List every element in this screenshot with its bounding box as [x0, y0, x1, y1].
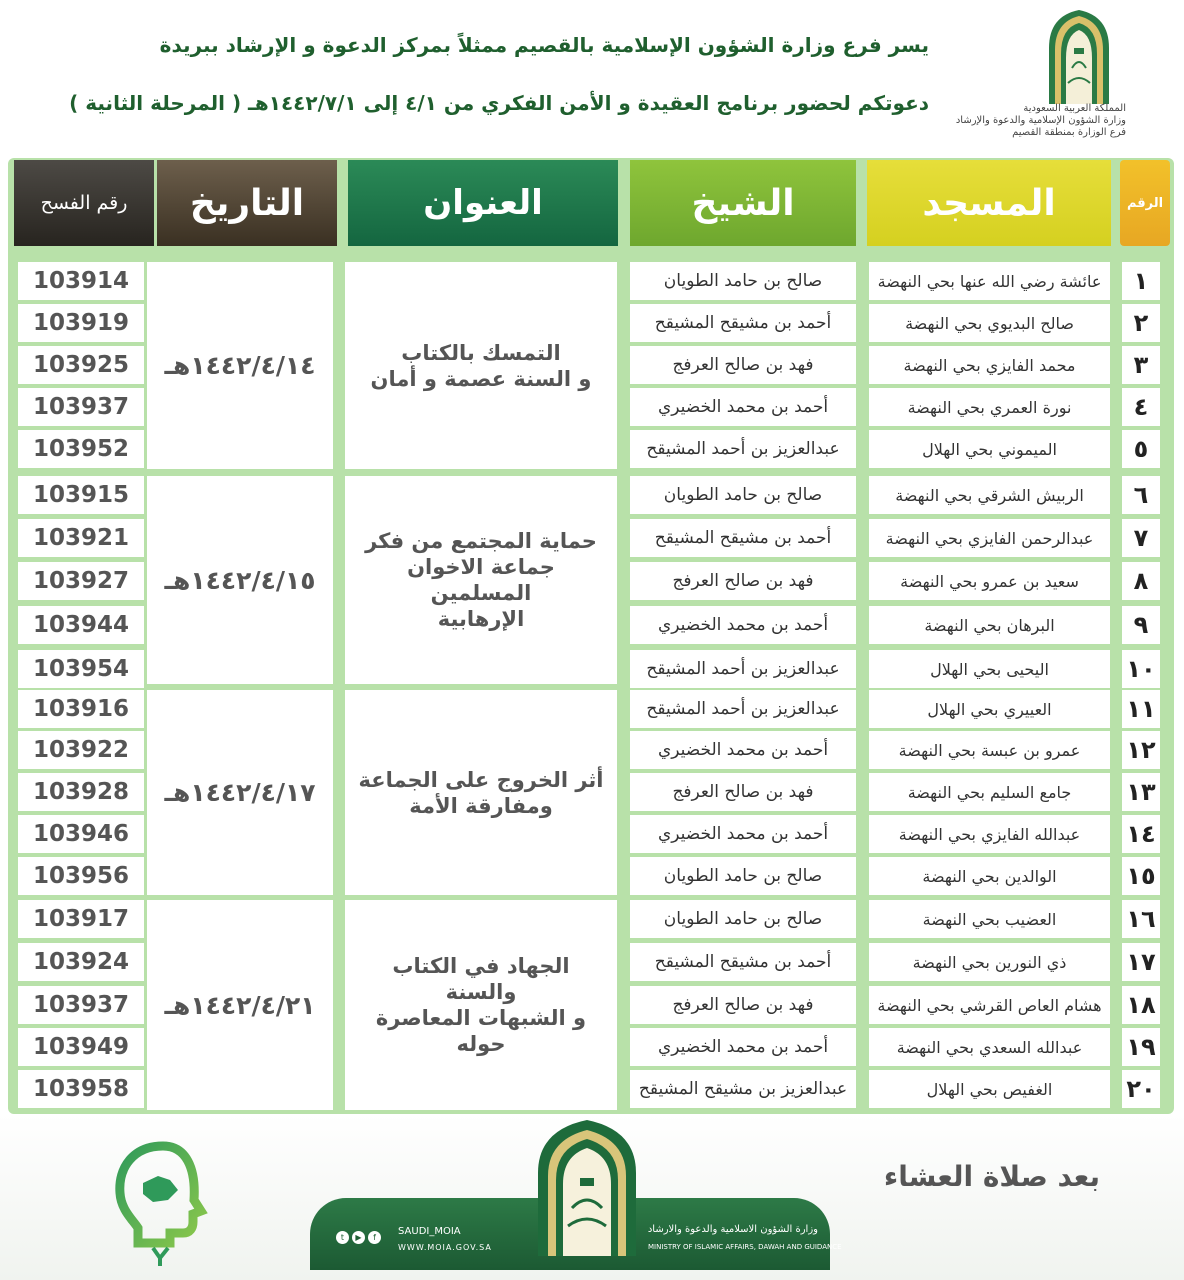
- row-number: ٩: [1122, 606, 1160, 644]
- row-sheikh: أحمد بن مشيقح المشيقح: [630, 519, 856, 557]
- row-sheikh: صالح بن حامد الطويان: [630, 262, 856, 300]
- org-line-ministry: وزارة الشؤون الإسلامية والدعوة والإرشاد: [955, 115, 1126, 126]
- row-number: ٢: [1122, 304, 1160, 342]
- row-room-number: 103921: [18, 519, 144, 557]
- row-room-number: 103928: [18, 773, 144, 811]
- row-sheikh: صالح بن حامد الطويان: [630, 857, 856, 895]
- row-room-number: 103915: [18, 476, 144, 514]
- row-room-number: 103949: [18, 1028, 144, 1066]
- group-title-2: حماية المجتمع من فكر جماعة الاخوان المسلمين الإرهابية: [345, 476, 617, 684]
- row-sheikh: أحمد بن مشيقح المشيقح: [630, 943, 856, 981]
- row-room-number: 103922: [18, 731, 144, 769]
- row-sheikh: أحمد بن مشيقح المشيقح: [630, 304, 856, 342]
- row-number: ١١: [1122, 690, 1160, 728]
- ministry-name-arabic: وزارة الشؤون الاسلامية والدعوة والارشاد: [647, 1224, 818, 1235]
- row-room-number: 103927: [18, 562, 144, 600]
- row-room-number: 103919: [18, 304, 144, 342]
- row-number: ١٣: [1122, 773, 1160, 811]
- row-sheikh: فهد بن صالح العرفج: [630, 346, 856, 384]
- row-room-number: 103937: [18, 986, 144, 1024]
- header-title: العنوان: [348, 160, 618, 246]
- row-number: ٥: [1122, 430, 1160, 468]
- row-mosque: صالح البديوي بحي النهضة: [869, 304, 1110, 342]
- row-sheikh: أحمد بن محمد الخضيري: [630, 388, 856, 426]
- row-number: ١٩: [1122, 1028, 1160, 1066]
- twitter-icon[interactable]: t: [336, 1231, 349, 1244]
- row-mosque: الربيش الشرقي بحي النهضة: [869, 476, 1110, 514]
- row-sheikh: فهد بن صالح العرفج: [630, 986, 856, 1024]
- row-number: ١٨: [1122, 986, 1160, 1024]
- header-num: الرقم: [1120, 160, 1170, 246]
- group-title-4: الجهاد في الكتاب والسنة و الشبهات المعاصرة حوله: [345, 900, 617, 1110]
- row-room-number: 103924: [18, 943, 144, 981]
- org-line-branch: فرع الوزارة بمنطقة القصيم: [1012, 127, 1126, 138]
- row-mosque: نورة العمري بحي النهضة: [869, 388, 1110, 426]
- row-sheikh: عبدالعزيز بن أحمد المشيقح: [630, 430, 856, 468]
- row-mosque: العييري بحي الهلال: [869, 690, 1110, 728]
- row-mosque: اليحيى بحي الهلال: [869, 650, 1110, 688]
- org-line-kingdom: المملكة العربية السعودية: [1023, 103, 1126, 114]
- row-number: ١٦: [1122, 900, 1160, 938]
- row-mosque: هشام العاص القرشي بحي النهضة: [869, 986, 1110, 1024]
- row-mosque: الميموني بحي الهلال: [869, 430, 1110, 468]
- header-date: التاريخ: [157, 160, 337, 246]
- ministry-logo-icon: [1024, 8, 1134, 106]
- header-invitation: دعوتكم لحضور برنامج العقيدة و الأمن الفكري من ٤/١ إلى ١٤٤٢/٧/١هـ ( المرحلة الثانية ): [69, 91, 929, 115]
- header-room: رقم الفسح: [14, 160, 154, 246]
- row-number: ١٠: [1122, 650, 1160, 688]
- facebook-icon[interactable]: f: [368, 1231, 381, 1244]
- social-icons: [336, 1231, 381, 1244]
- row-mosque: العضيب بحي النهضة: [869, 900, 1110, 938]
- header-mosque: المسجد: [867, 160, 1111, 246]
- row-sheikh: فهد بن صالح العرفج: [630, 773, 856, 811]
- row-mosque: محمد الفايزي بحي النهضة: [869, 346, 1110, 384]
- row-room-number: 103954: [18, 650, 144, 688]
- row-number: ٤: [1122, 388, 1160, 426]
- row-mosque: عائشة رضي الله عنها بحي النهضة: [869, 262, 1110, 300]
- ministry-arch-icon: [528, 1118, 646, 1258]
- row-number: ٧: [1122, 519, 1160, 557]
- after-isha-note: بعد صلاة العشاء: [883, 1160, 1100, 1193]
- group-date-4: ١٤٤٢/٤/٢١هـ: [147, 900, 333, 1110]
- row-mosque: عبدالرحمن الفايزي بحي النهضة: [869, 519, 1110, 557]
- head-brain-logo-icon: [108, 1138, 218, 1268]
- website-link[interactable]: WWW.MOIA.GOV.SA: [398, 1243, 492, 1252]
- row-sheikh: أحمد بن محمد الخضيري: [630, 606, 856, 644]
- group-date-3: ١٤٤٢/٤/١٧هـ: [147, 690, 333, 895]
- row-room-number: 103937: [18, 388, 144, 426]
- row-room-number: 103952: [18, 430, 144, 468]
- ministry-name-english: MINISTRY OF ISLAMIC AFFAIRS, DAWAH AND GUIDANCE: [648, 1243, 842, 1251]
- row-number: ١٢: [1122, 731, 1160, 769]
- row-room-number: 103958: [18, 1070, 144, 1108]
- row-number: ٢٠: [1122, 1070, 1160, 1108]
- row-number: ٨: [1122, 562, 1160, 600]
- row-sheikh: أحمد بن محمد الخضيري: [630, 731, 856, 769]
- row-sheikh: فهد بن صالح العرفج: [630, 562, 856, 600]
- row-room-number: 103956: [18, 857, 144, 895]
- row-mosque: عمرو بن عبسة بحي النهضة: [869, 731, 1110, 769]
- row-mosque: الوالدين بحي النهضة: [869, 857, 1110, 895]
- row-mosque: الغفيص بحي الهلال: [869, 1070, 1110, 1108]
- row-room-number: 103914: [18, 262, 144, 300]
- row-mosque: عبدالله السعدي بحي النهضة: [869, 1028, 1110, 1066]
- row-number: ١٧: [1122, 943, 1160, 981]
- row-mosque: البرهان بحي النهضة: [869, 606, 1110, 644]
- row-number: ٣: [1122, 346, 1160, 384]
- group-title-1: التمسك بالكتاب و السنة عصمة و أمان: [345, 262, 617, 469]
- row-sheikh: صالح بن حامد الطويان: [630, 476, 856, 514]
- row-sheikh: أحمد بن محمد الخضيري: [630, 815, 856, 853]
- row-mosque: سعيد بن عمرو بحي النهضة: [869, 562, 1110, 600]
- row-sheikh: عبدالعزيز بن أحمد المشيقح: [630, 690, 856, 728]
- header-announcement: يسر فرع وزارة الشؤون الإسلامية بالقصيم ممثلاً بمركز الدعوة و الإرشاد ببريدة: [159, 33, 929, 57]
- row-sheikh: عبدالعزيز بن أحمد المشيقح: [630, 650, 856, 688]
- youtube-icon[interactable]: ▶: [352, 1231, 365, 1244]
- header-sheikh: الشيخ: [630, 160, 856, 246]
- row-sheikh: أحمد بن محمد الخضيري: [630, 1028, 856, 1066]
- row-number: ١: [1122, 262, 1160, 300]
- row-room-number: 103917: [18, 900, 144, 938]
- row-room-number: 103944: [18, 606, 144, 644]
- group-title-3: أثر الخروج على الجماعة ومفارقة الأمة: [345, 690, 617, 895]
- row-number: ١٤: [1122, 815, 1160, 853]
- row-mosque: عبدالله الفايزي بحي النهضة: [869, 815, 1110, 853]
- social-handle[interactable]: SAUDI_MOIA: [398, 1226, 461, 1237]
- row-number: ٦: [1122, 476, 1160, 514]
- org-name-block: [956, 103, 1126, 139]
- row-room-number: 103925: [18, 346, 144, 384]
- row-room-number: 103916: [18, 690, 144, 728]
- row-number: ١٥: [1122, 857, 1160, 895]
- group-date-2: ١٤٤٢/٤/١٥هـ: [147, 476, 333, 684]
- group-date-1: ١٤٤٢/٤/١٤هـ: [147, 262, 333, 469]
- row-sheikh: عبدالعزيز بن مشيقح المشيقح: [630, 1070, 856, 1108]
- row-sheikh: صالح بن حامد الطويان: [630, 900, 856, 938]
- row-mosque: جامع السليم بحي النهضة: [869, 773, 1110, 811]
- row-room-number: 103946: [18, 815, 144, 853]
- row-mosque: ذي النورين بحي النهضة: [869, 943, 1110, 981]
